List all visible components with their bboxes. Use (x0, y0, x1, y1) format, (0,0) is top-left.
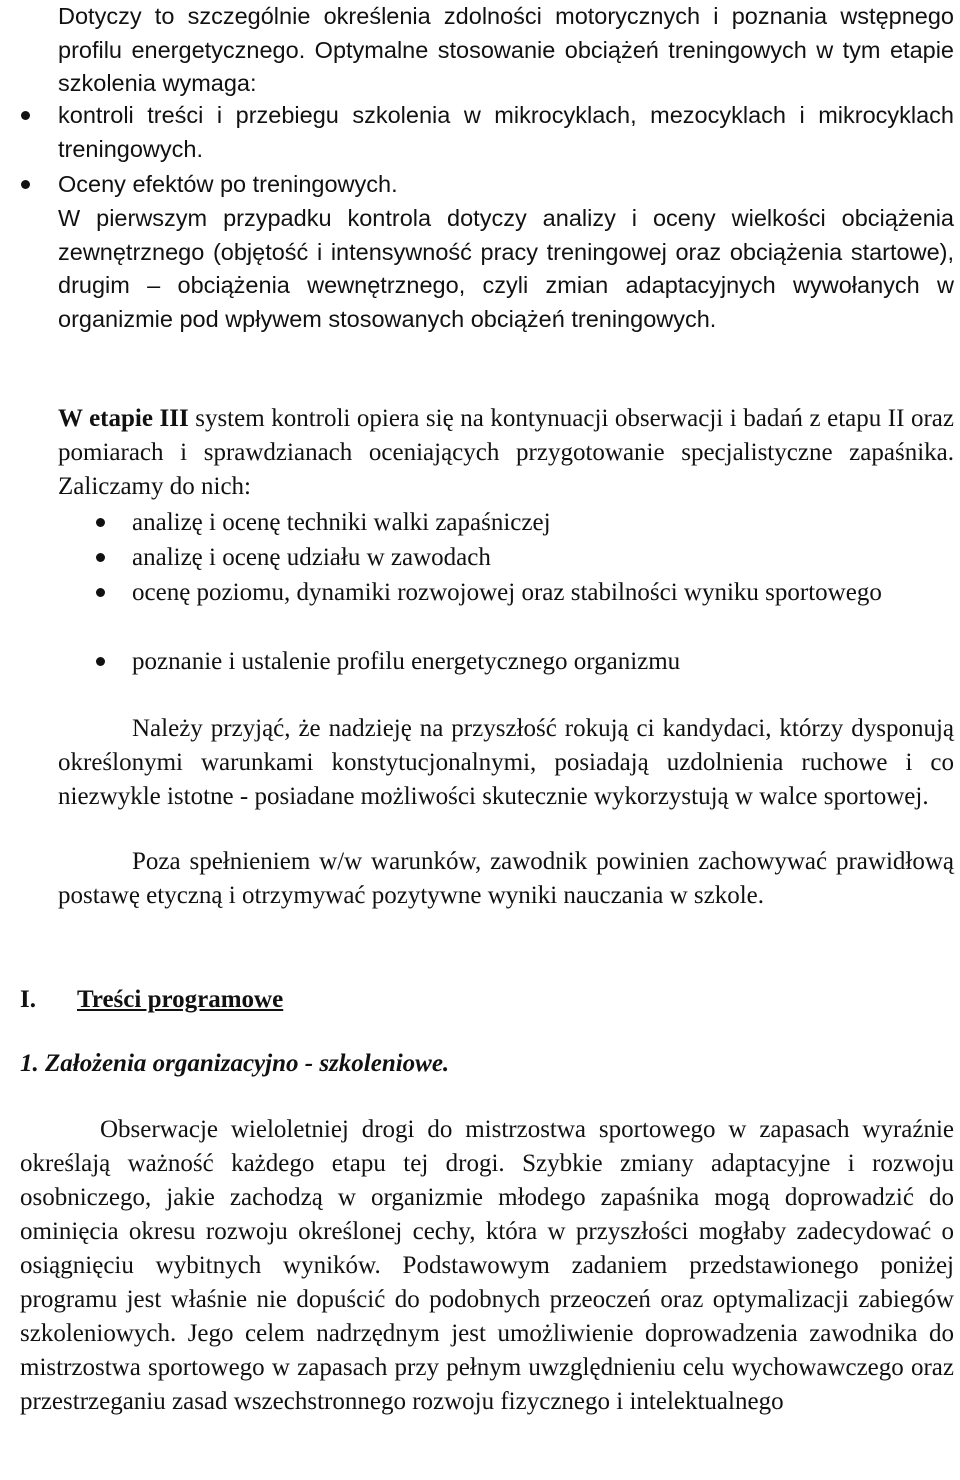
list-item-text: analizę i ocenę udziału w zawodach (132, 544, 491, 571)
list-item-text: analizę i ocenę techniki walki zapaśniczej (132, 509, 551, 536)
conditions-paragraph: Poza spełnieniem w/w warunków, zawodnik powinien zachowywać prawidłową postawę etyczną i otrzymywać pozytywne wyniki nauczania w szkole. (58, 848, 954, 909)
list-item-text: ocenę poziomu, dynamiki rozwojowej oraz stabilności wyniku sportowego (132, 579, 882, 606)
bullet-icon (96, 518, 105, 527)
bullet-icon (96, 553, 105, 562)
stage3-paragraph (58, 402, 954, 504)
subsection-title: 1. Założenia organizacyjno - szkoleniowe. (20, 1050, 450, 1077)
final-paragraph: Obserwacje wieloletniej drogi do mistrzostwa sportowego w zapasach wyraźnie określają ważność każdego etapu tej drogi. Szybkie zmiany adaptacyjne i rozwoju osobniczego, jakie zachodzą w organizmie młodego zapaśnika mogą doprowadzić do ominięcia okresu rozwoju określonej cechy, która w przyszłości mogłaby zadecydować o osiągnięciu wybitnych wyników. Podstawowym zadaniem przedstawionego poniżej programu jest właśnie nie dopuścić do podobnych przeoczeń oraz optymalizacji zabiegów szkoleniowych. Jego celem nadrzędnym jest umożliwienie doprowadzenia zawodnika do mistrzostwa sportowego w zapasach przy pełnym uwzględnieniu celu wychowawczego oraz przestrzeganiu zasad wszechstronnego rozwoju fizycznego i intelektualnego (20, 1116, 954, 1415)
stage3-text: system kontroli opiera się na kontynuacji obserwacji i badań z etapu II oraz pomiarach i sprawdzianach oceniających przygotowanie specjalistyczne zapaśnika. Zaliczamy do nich: (58, 405, 954, 500)
bullet-icon (96, 657, 105, 666)
candidates-paragraph: Należy przyjąć, że nadzieję na przyszłość rokują ci kandydaci, którzy dysponują określonymi warunkami konstytucjonalnymi, posiadają uzdolnienia ruchowe i co niezwykle istotne - posiadane możliwości skutecznie wykorzystują w walce sportowej. (58, 715, 954, 810)
control-paragraph: W pierwszym przypadku kontrola dotyczy analizy i oceny wielkości obciążenia zewnętrznego (objętość i intensywność pracy treningowej oraz obciążenia startowe), drugim – obciążenia wewnętrznego, czyli zmian adaptacyjnych wywołanych w organizmie pod wpływem stosowanych obciążeń treningowych. (58, 205, 954, 332)
section-title: Treści programowe (77, 986, 284, 1013)
bullet-icon (96, 588, 105, 597)
stage3-bold-lead: W etapie III (58, 405, 189, 432)
intro-paragraph: Dotyczy to szczególnie określenia zdolności motorycznych i poznania wstępnego profilu energetycznego. Optymalne stosowanie obciążeń treningowych w tym etapie szkolenia wymaga: (58, 3, 954, 96)
section-number: I. (20, 986, 36, 1013)
bullet-icon (21, 180, 30, 189)
bullet-icon (21, 111, 30, 120)
list-item-text: Oceny efektów po treningowych. (58, 171, 398, 197)
list-item-text: kontroli treści i przebiegu szkolenia w mikrocyklach, mezocyklach i mikrocyklach treningowych. (58, 102, 954, 162)
list-item-text: poznanie i ustalenie profilu energetycznego organizmu (132, 648, 681, 675)
